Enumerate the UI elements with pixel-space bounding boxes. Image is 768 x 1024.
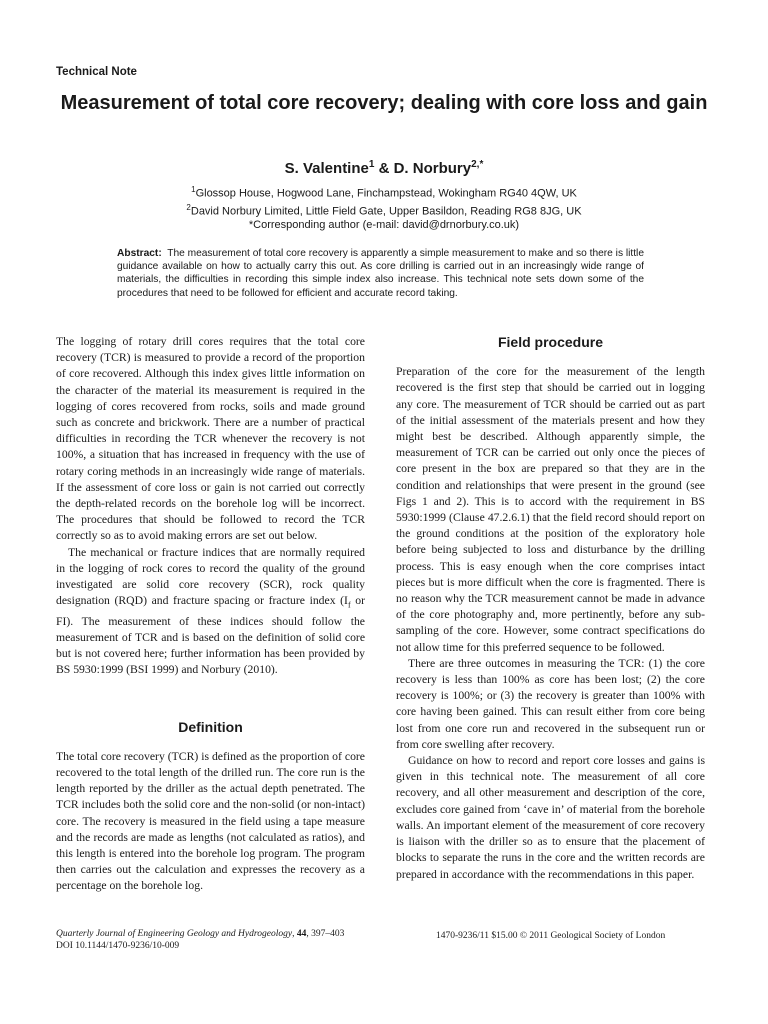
author-2-affil-mark: 2,* bbox=[471, 159, 484, 170]
field-paragraph-2: There are three outcomes in measuring the TCR: (1) the core recovery is less than 100% as core has been lost; (2) the core recovery is 100%; or (3) the recovery is greater than 100% with core having been gained. This can result either from core being lost from one core run and recovered in the subsequent run or from core swelling after recovery. bbox=[396, 656, 705, 751]
heading-field-procedure: Field procedure bbox=[497, 334, 604, 350]
heading-definition: Definition bbox=[178, 718, 243, 735]
affiliation-1 bbox=[60, 183, 708, 201]
doi: DOI 10.1144/1470-9236/10-009 bbox=[56, 941, 180, 951]
fracture-index-subscript: f bbox=[347, 600, 351, 610]
affiliation-1-text: Glossop House, Hogwood Lane, Finchampstead, Wokingham RG40 4QW, UK bbox=[195, 187, 577, 200]
section-tag: Technical Note bbox=[56, 66, 137, 78]
left-column bbox=[56, 334, 365, 895]
affiliation-1-mark: 1 bbox=[191, 185, 196, 194]
footer-copyright: 1470-9236/11 $15.00 © 2011 Geological Society of London bbox=[436, 931, 666, 941]
intro-paragraph-2-part-a: The mechanical or fracture indices that are normally required in the logging of rock cores to record the quality of the ground investigated are solid core recovery (SCR), rock quality designation (RQD) and fracture spacing or fracture index (I bbox=[56, 545, 365, 608]
intro-paragraph-1: The logging of rotary drill cores requires that the total core recovery (TCR) is measured to provide a record of the proportion of core recovered. Although this index gives little information on the character of the material its measurement is required in the logging of cores recovered from rocks, soils and made ground such as concrete and brickwork. There are a number of practical difficulties in recording the TCR whenever the recovery is not 100%, a situation that has increased in frequency with the use of rotary coring methods in an increasingly wide range of materials. If the assessment of core loss or gain is not carried out correctly the depth-related records on the borehole log will be incorrect. The procedures that should be followed to record the TCR correctly so as to avoid making errors are set out below. bbox=[56, 335, 365, 543]
author-1: S. Valentine bbox=[284, 160, 369, 177]
author-line bbox=[60, 159, 708, 177]
paper-title: Measurement of total core recovery; dealing with core loss and gain bbox=[60, 92, 708, 114]
author-2: D. Norbury bbox=[393, 160, 472, 177]
abstract-text: The measurement of total core recovery is apparently a simple measurement to make and so there is little guidance available on how to actually carry this out. As core drilling is carried out in an increasingly wide range of materials, the difficulties in recording this simple index also increase. This technical note sets down some of the procedures that need to be followed for efficient and accurate record taking. bbox=[117, 248, 644, 299]
journal-name: Quarterly Journal of Engineering Geology and Hydrogeology bbox=[56, 929, 293, 939]
affiliation-2 bbox=[60, 201, 708, 219]
affiliation-2-mark: 2 bbox=[186, 203, 191, 213]
affiliation-2-text: David Norbury Limited, Little Field Gate, Upper Basildon, Reading RG8 8JG, UK bbox=[190, 205, 582, 218]
corresponding-author: *Corresponding author (e-mail: david@drnorbury.co.uk) bbox=[248, 219, 520, 232]
journal-volume: 44 bbox=[296, 929, 307, 939]
field-paragraph-3: Guidance on how to record and report core losses and gains is given in this technical note. The measurement of all core recovery, and all other measurement and description of the core, excludes core gained from ‘cave in’ of material from the borehole walls. An important element of the measurement of core recovery is liaison with the driller so as to ensure that the placement of blocks to separate the runs in the core and the written records are prepared in accordance with the recommendations in this paper. bbox=[396, 754, 705, 881]
journal-pages: , 397–403 bbox=[306, 929, 345, 939]
footer-citation bbox=[56, 928, 344, 952]
journal-reference: Quarterly Journal of Engineering Geology and Hydrogeology, 44, 397–403 bbox=[56, 929, 345, 939]
abstract-label: Abstract: bbox=[117, 248, 162, 259]
author-separator: & bbox=[374, 160, 394, 177]
abstract bbox=[117, 247, 644, 300]
intro-paragraph-2-part-b: or FI). The measurement of these indices should follow the measurement of TCR and is based on the definition of solid core but is not covered here; further information has been provided by BS 5930:1999 (BSI 1999) and Norbury (2010). bbox=[56, 594, 365, 677]
right-column bbox=[396, 334, 705, 883]
definition-paragraph: The total core recovery (TCR) is defined as the proportion of core recovered to the total length of the drilled run. The core run is the length reported by the driller as the actual depth penetrated. The TCR includes both the solid core and the non-solid (or non-intact) core. The recovery is measured in the field using a tape measure and the records are made as lengths (not calculated as ratios), and this length is entered into the borehole log program. The program then carries out the calculation and expresses the recovery as a percentage on the borehole log. bbox=[56, 749, 366, 893]
author-1-affil-mark: 1 bbox=[368, 159, 375, 170]
intro-paragraph-2 bbox=[56, 545, 365, 679]
affiliations bbox=[60, 183, 708, 233]
field-paragraph-1: Preparation of the core for the measurement of the length recovered is the first step that should be carried out in logging any core. The measurement of TCR should be carried out as part of the initial assessment of the materials present and how they might best be described. Although apparently simple, the measurement of TCR can be carried out only once the pieces of core present in the box are prepared so that they are in the condition and relationships that were present in the ground (see Figs 1 and 2). This is to accord with the requirement in BS 5930:1999 (Clause 47.2.6.1) that the field record should report on the ground conditions at the position of the exploratory hole before being subjected to loss and disturbance by the drilling process. This is easy enough when the core comprises intact pieces but is more difficult when the core is fragmented. There is no reason why the TCR measurement cannot be made in advance of the core photography and, more pertinently, before any sub-sampling of the core. However, some contract specifications do not allow time for this preferred sequence to be followed. bbox=[396, 365, 705, 654]
